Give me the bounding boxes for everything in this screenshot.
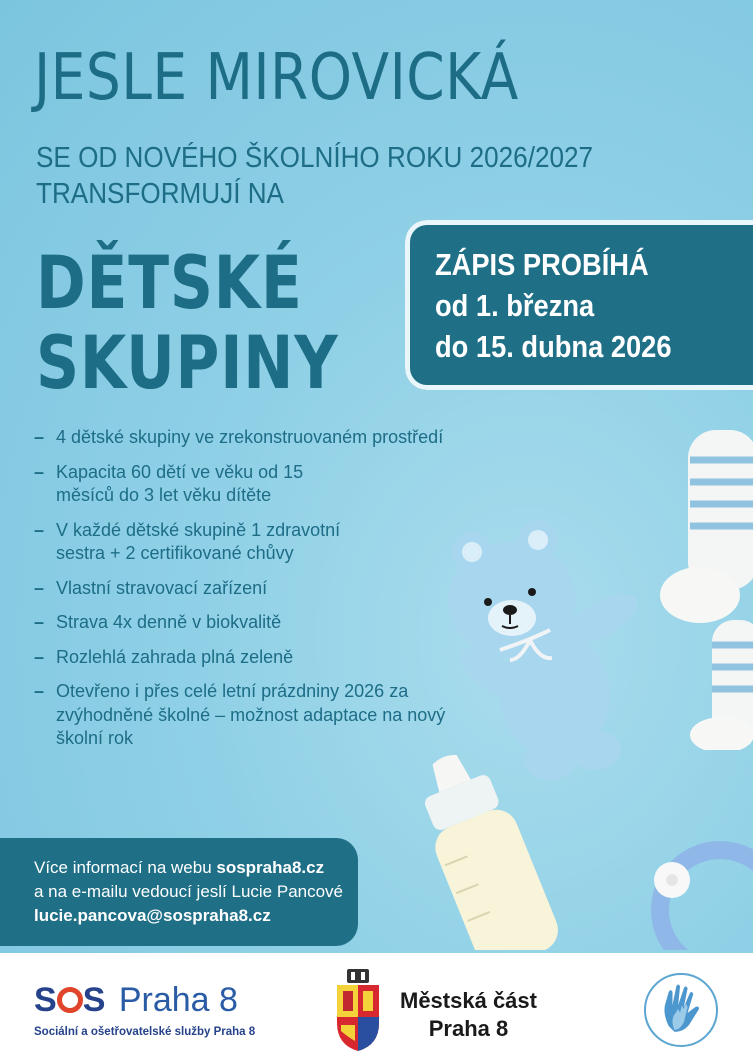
sos-logo-city: Praha 8	[118, 981, 238, 1019]
email-text[interactable]: lucie.pancova@sospraha8.cz	[34, 906, 271, 925]
bullet-dash: –	[34, 519, 45, 540]
baby-bottle-image	[380, 750, 590, 950]
hand-logo-icon	[644, 973, 718, 1047]
enrollment-heading: ZÁPIS PROBÍHÁ	[435, 247, 649, 282]
footer	[0, 953, 753, 1064]
subtitle-line: TRANSFORMUJÍ NA	[36, 178, 284, 210]
feature-text: Vlastní stravovací zařízení	[56, 577, 268, 598]
bullet-dash: –	[34, 427, 45, 447]
feature-text: Kapacita 60 dětí ve věku od 15 měsíců do 3 let věku dítěte	[56, 461, 304, 505]
sos-logo-letter: S	[82, 981, 106, 1019]
sos-tagline: Sociální a ošetřovatelské služby Praha 8	[34, 1026, 256, 1038]
headline-line: DĚTSKÉ	[36, 241, 303, 326]
district-line: Praha 8	[428, 1016, 509, 1041]
feature-text: Rozlehlá zahrada plná zeleně	[56, 646, 294, 667]
list-item	[34, 577, 526, 601]
website-link[interactable]: sospraha8.cz	[216, 858, 325, 877]
contact-line: a na e-mailu vedoucí jeslí Lucie Pancové	[34, 882, 344, 901]
district-line: Městská část	[400, 988, 537, 1013]
list-item	[34, 646, 526, 670]
sos-logo-letter: S	[34, 981, 57, 1019]
feature-text: V každé dětské skupině 1 zdravotní sestra + 2 certifikované chůvy	[56, 519, 341, 563]
bullet-dash: –	[34, 461, 45, 482]
district-name	[400, 987, 537, 1043]
subtitle	[36, 140, 593, 212]
feature-text: Otevřeno i přes celé letní prázdniny 2026 za zvýhodněné školné – možnost adaptace na nový školní rok	[56, 681, 446, 748]
list-item	[34, 426, 526, 450]
heart-circle-icon	[57, 987, 83, 1013]
sos-logo	[34, 981, 238, 1020]
headline-line: SKUPINY	[36, 321, 339, 406]
contact-prefix: Více informací na webu	[34, 858, 217, 877]
enrollment-box	[405, 220, 753, 390]
feature-list	[34, 426, 526, 762]
bullet-dash: –	[34, 646, 45, 667]
bullet-dash: –	[34, 612, 45, 632]
coat-of-arms-icon	[333, 967, 383, 1053]
enrollment-end: do 15. dubna 2026	[435, 329, 672, 364]
bullet-dash: –	[34, 681, 45, 701]
email-link[interactable]	[34, 904, 343, 928]
subtitle-line: SE OD NOVÉHO ŠKOLNÍHO ROKU 2026/2027	[36, 142, 594, 174]
list-item	[34, 519, 526, 566]
feature-text: 4 dětské skupiny ve zrekonstruovaném prostředí	[56, 427, 444, 447]
baby-socks-image	[640, 420, 753, 750]
list-item	[34, 680, 526, 751]
contact-line	[34, 856, 343, 880]
contact-box	[0, 838, 358, 946]
headline	[36, 241, 339, 406]
teether-ring-image	[620, 800, 753, 950]
list-item	[34, 611, 526, 635]
page-title: JESLE MIROVICKÁ	[34, 41, 519, 115]
bullet-dash: –	[34, 577, 45, 598]
enrollment-start: od 1. března	[435, 288, 595, 323]
list-item	[34, 461, 526, 508]
feature-text: Strava 4x denně v biokvalitě	[56, 612, 282, 632]
